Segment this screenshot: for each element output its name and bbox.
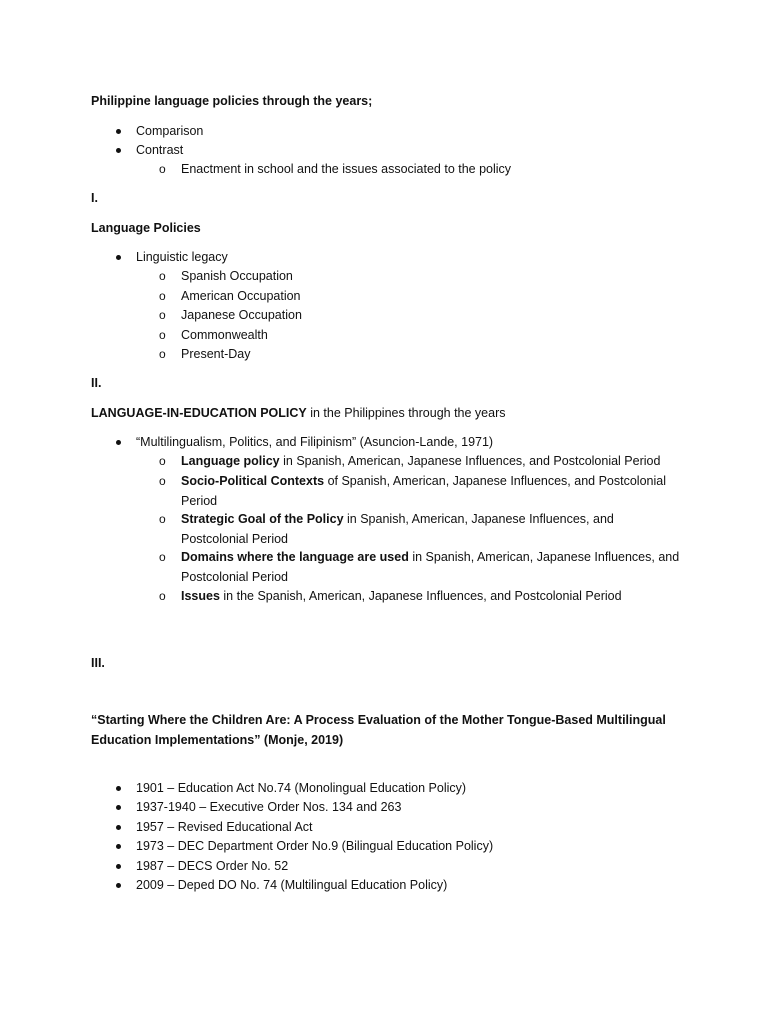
bullet-dot xyxy=(116,825,121,830)
bullet-dot xyxy=(116,883,121,888)
bullet-dot xyxy=(116,129,121,134)
section-numeral: I. xyxy=(91,191,98,205)
sub-item-rest: in Spanish, American, Japanese Influences, and Postcolonial Period xyxy=(279,454,661,468)
section-title xyxy=(91,404,506,424)
sub-list-item xyxy=(181,472,681,511)
sub-bullet-marker: o xyxy=(159,512,166,526)
list-item: 1973 – DEC Department Order No.9 (Bilingual Education Policy) xyxy=(136,839,494,853)
list-item: Linguistic legacy xyxy=(136,250,228,264)
sub-bullet-marker: o xyxy=(159,347,166,361)
list-item: Comparison xyxy=(136,124,204,138)
sub-list-item xyxy=(181,548,681,587)
sub-bullet-marker: o xyxy=(159,328,166,342)
section-title: Language Policies xyxy=(91,221,201,235)
sub-bullet-marker: o xyxy=(159,289,166,303)
list-item: 1987 – DECS Order No. 52 xyxy=(136,859,289,873)
list-item: 2009 – Deped DO No. 74 (Multilingual Education Policy) xyxy=(136,878,448,892)
sub-item-rest: of Spanish, American, Japanese Influences, and Postcolonial Period xyxy=(181,474,666,508)
sub-list-item xyxy=(181,452,660,472)
list-item: 1901 – Education Act No.74 (Monolingual Education Policy) xyxy=(136,781,467,795)
section-title-rest: in the Philippines through the years xyxy=(306,406,506,420)
document-heading: Philippine language policies through the years; xyxy=(91,94,373,108)
list-item: “Multilingualism, Politics, and Filipinism” (Asuncion-Lande, 1971) xyxy=(136,435,494,449)
sub-list-item: Spanish Occupation xyxy=(181,269,293,283)
section-numeral: III. xyxy=(91,656,105,670)
section-numeral: II. xyxy=(91,376,102,390)
sub-list-item: Japanese Occupation xyxy=(181,308,302,322)
sub-bullet-marker: o xyxy=(159,162,166,176)
sub-list-item: American Occupation xyxy=(181,289,301,303)
sub-bullet-marker: o xyxy=(159,474,166,488)
bullet-dot xyxy=(116,440,121,445)
bullet-dot xyxy=(116,805,121,810)
sub-bullet-marker: o xyxy=(159,308,166,322)
bullet-dot xyxy=(116,786,121,791)
sub-list-item xyxy=(181,587,622,607)
sub-list-item xyxy=(181,510,681,549)
section-title-bold: LANGUAGE-IN-EDUCATION POLICY xyxy=(91,406,307,420)
sub-item-bold: Strategic Goal of the Policy xyxy=(181,512,344,526)
sub-item-bold: Domains where the language are used xyxy=(181,550,409,564)
sub-bullet-marker: o xyxy=(159,589,166,603)
sub-item-rest: in Spanish, American, Japanese Influences, and Postcolonial Period xyxy=(181,550,680,584)
sub-item-bold: Language policy xyxy=(181,454,280,468)
bullet-dot xyxy=(116,255,121,260)
sub-bullet-marker: o xyxy=(159,269,166,283)
list-item: Contrast xyxy=(136,143,184,157)
list-item: 1957 – Revised Educational Act xyxy=(136,820,313,834)
sub-item-rest: in the Spanish, American, Japanese Influences, and Postcolonial Period xyxy=(219,589,622,603)
section-title: “Starting Where the Children Are: A Process Evaluation of the Mother Tongue-Based Multilingual Education Implementations” (Monje, 2019) xyxy=(91,713,666,747)
list-item: 1937-1940 – Executive Order Nos. 134 and 263 xyxy=(136,800,402,814)
sub-list-item: Commonwealth xyxy=(181,328,268,342)
sub-bullet-marker: o xyxy=(159,454,166,468)
sub-list-item: Enactment in school and the issues associated to the policy xyxy=(181,162,512,176)
sub-item-bold: Issues xyxy=(181,589,220,603)
sub-item-rest: in Spanish, American, Japanese Influences, and Postcolonial Period xyxy=(181,512,614,546)
bullet-dot xyxy=(116,148,121,153)
bullet-dot xyxy=(116,864,121,869)
sub-bullet-marker: o xyxy=(159,550,166,564)
sub-item-bold: Socio-Political Contexts xyxy=(181,474,325,488)
bullet-dot xyxy=(116,844,121,849)
sub-list-item: Present-Day xyxy=(181,347,251,361)
